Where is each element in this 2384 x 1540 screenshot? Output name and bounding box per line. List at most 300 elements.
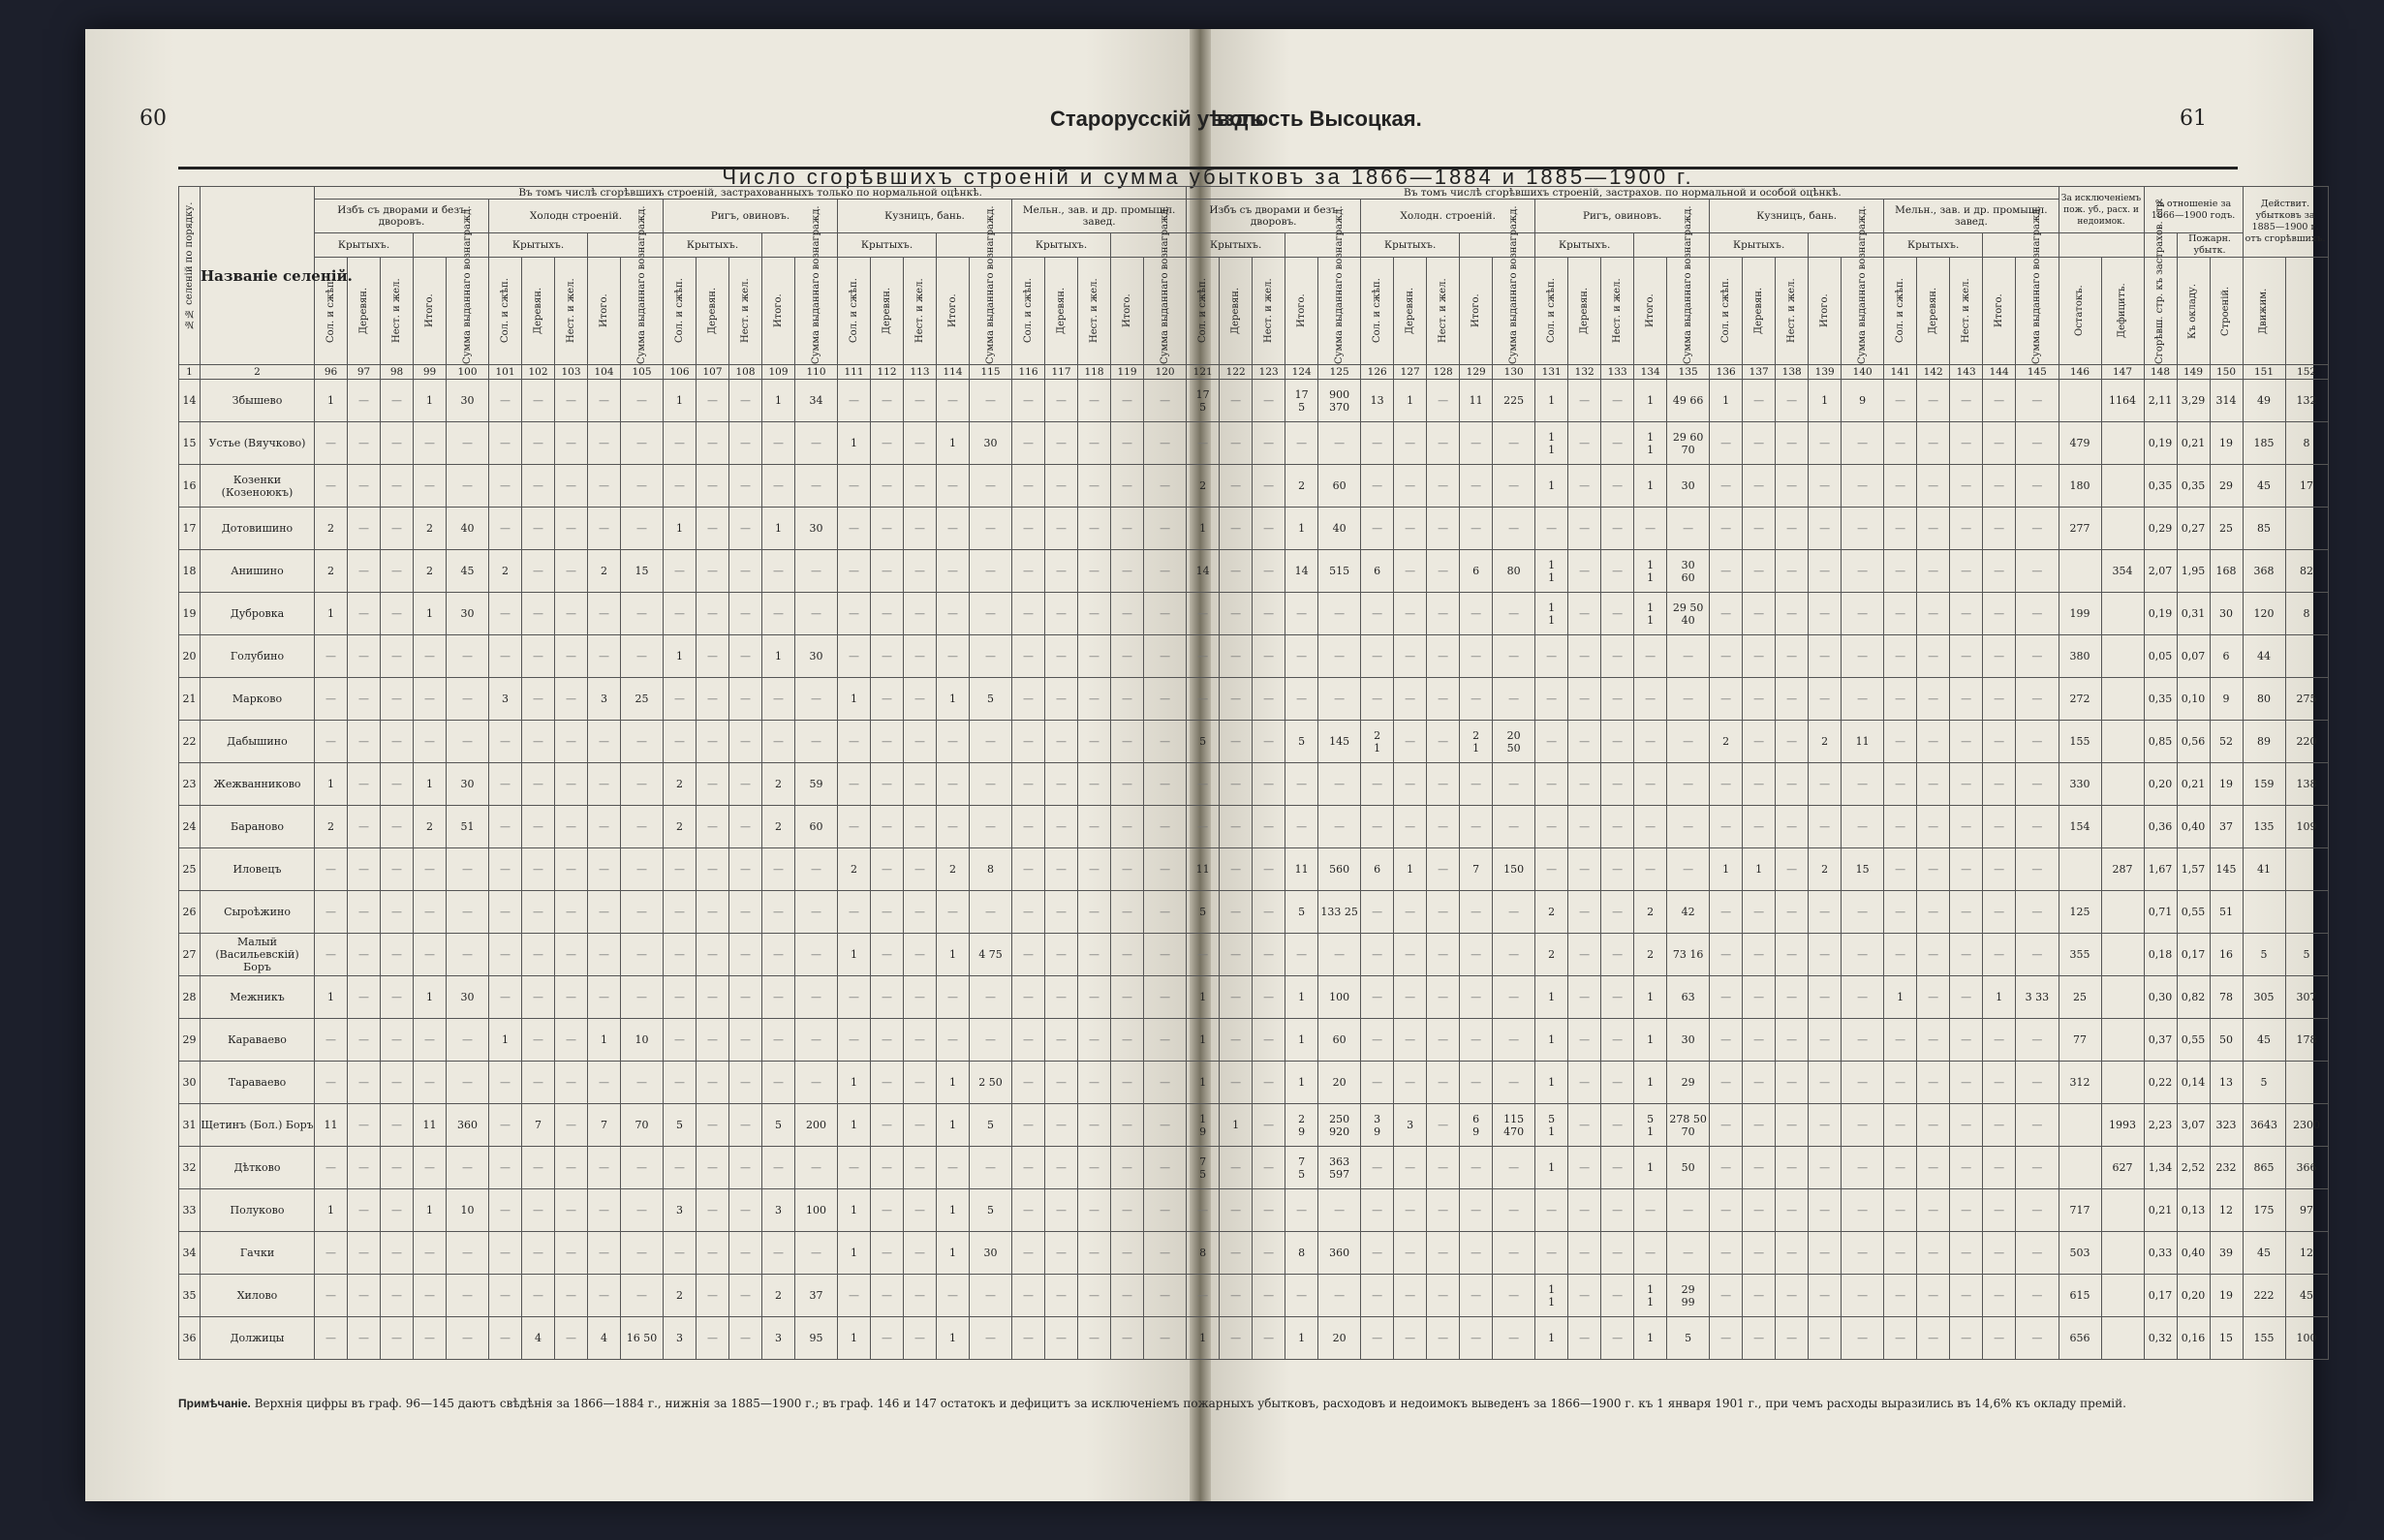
- column-number: 111: [838, 365, 871, 380]
- dash: —: [1230, 906, 1242, 918]
- data-cell: [1012, 1317, 1045, 1360]
- dash: —: [1895, 479, 1906, 492]
- cell-value: 1: [1548, 430, 1556, 444]
- dash: —: [1961, 1204, 1972, 1217]
- data-cell: [1743, 848, 1776, 891]
- dash: —: [947, 650, 958, 662]
- cell-value: 1: [676, 650, 683, 662]
- data-cell: [1144, 1104, 1187, 1147]
- cell-value: 1: [949, 1119, 956, 1131]
- data-cell: [2285, 1232, 2328, 1275]
- subheader-5: [1144, 205, 1187, 365]
- data-cell: [1078, 1062, 1111, 1104]
- data-cell: [2101, 380, 2144, 422]
- village-name: Жежванниково: [201, 763, 315, 806]
- dash: —: [500, 437, 511, 449]
- data-cell: [1187, 593, 1220, 635]
- data-cell: [2101, 1147, 2144, 1189]
- data-cell: [1144, 763, 1187, 806]
- dash: —: [1263, 607, 1275, 620]
- cell-value: 1: [426, 1204, 433, 1217]
- data-cell: [621, 508, 664, 550]
- data-cell: [1776, 593, 1809, 635]
- data-cell: [1809, 1019, 1842, 1062]
- cell-value: 9: [1374, 1124, 1381, 1138]
- data-cell: [1634, 763, 1667, 806]
- dash: —: [1645, 735, 1656, 748]
- data-cell: [697, 934, 729, 976]
- cell-value: 175: [2253, 1204, 2275, 1217]
- data-cell: [1460, 1189, 1493, 1232]
- data-cell: [1285, 1104, 1318, 1147]
- cell-value: 13: [2219, 1076, 2234, 1089]
- dash: —: [1786, 437, 1798, 449]
- data-cell: [1884, 508, 1917, 550]
- data-cell: [489, 1317, 522, 1360]
- data-cell: [414, 508, 447, 550]
- dash: —: [533, 1289, 543, 1302]
- dash: —: [599, 778, 609, 790]
- data-cell: [970, 848, 1012, 891]
- data-cell: [2210, 891, 2243, 934]
- dash: —: [1438, 1161, 1449, 1174]
- dash: —: [1089, 1204, 1099, 1217]
- data-cell: [1012, 1189, 1045, 1232]
- dash: —: [1994, 693, 2005, 705]
- data-cell: [1842, 1062, 1884, 1104]
- dash: —: [1994, 1076, 2005, 1089]
- data-cell: [315, 848, 348, 891]
- row-number: 30: [179, 1062, 201, 1104]
- dash: —: [1438, 820, 1449, 833]
- dash: —: [1471, 1033, 1482, 1046]
- data-cell: [1983, 934, 2016, 976]
- dash: —: [500, 991, 511, 1003]
- village-name: Дѣтково: [201, 1147, 315, 1189]
- village-name: Межникъ: [201, 976, 315, 1019]
- dash: —: [500, 1076, 511, 1089]
- dash: —: [1895, 650, 1906, 662]
- data-cell: [588, 422, 621, 465]
- data-cell: [1220, 976, 1253, 1019]
- data-cell: [1710, 678, 1743, 721]
- dash: —: [1160, 565, 1171, 577]
- extra-subheader-7: [2285, 258, 2328, 365]
- cell-value: 8: [2303, 437, 2310, 449]
- data-cell: [1285, 1317, 1318, 1360]
- data-cell: [588, 1232, 621, 1275]
- row-number: 24: [179, 806, 201, 848]
- dash: —: [1720, 1161, 1732, 1174]
- subheader-label: Нест. и жел.: [565, 278, 576, 344]
- data-cell: [1535, 380, 1568, 422]
- data-cell: [1394, 1147, 1427, 1189]
- data-cell: [1427, 635, 1460, 678]
- data-cell: [1493, 465, 1535, 508]
- row-number: 19: [179, 593, 201, 635]
- data-cell: [1187, 891, 1220, 934]
- data-cell: [1667, 1189, 1710, 1232]
- data-cell: [447, 1232, 489, 1275]
- dash: —: [914, 778, 925, 790]
- data-cell: [1917, 1189, 1950, 1232]
- data-cell: [1253, 380, 1285, 422]
- data-cell: [970, 1062, 1012, 1104]
- data-cell: [2016, 934, 2059, 976]
- cell-value: 7: [1298, 1155, 1306, 1168]
- dash: —: [462, 693, 473, 705]
- data-cell: [621, 1232, 664, 1275]
- dash: —: [1160, 1033, 1171, 1046]
- data-cell: [1983, 508, 2016, 550]
- dash: —: [533, 863, 543, 876]
- data-cell: [838, 1317, 871, 1360]
- data-cell: [2059, 593, 2101, 635]
- dash: —: [1579, 1204, 1591, 1217]
- data-cell: [1285, 1232, 1318, 1275]
- data-cell: [522, 678, 555, 721]
- data-cell: [1493, 848, 1535, 891]
- dash: —: [1263, 1033, 1275, 1046]
- dash: —: [1546, 778, 1558, 790]
- data-cell: [588, 593, 621, 635]
- dash: —: [500, 948, 511, 961]
- cell-value: 2: [775, 778, 782, 790]
- dash: —: [636, 863, 647, 876]
- data-cell: [1809, 380, 1842, 422]
- cell-value: 5: [1685, 1332, 1692, 1344]
- data-cell: [2144, 934, 2177, 976]
- data-cell: [762, 806, 795, 848]
- data-cell: [970, 635, 1012, 678]
- data-cell: [381, 593, 414, 635]
- subheader-2: [1220, 258, 1253, 365]
- dash: —: [1753, 1076, 1765, 1089]
- dash: —: [707, 778, 718, 790]
- data-cell: [970, 806, 1012, 848]
- data-cell: [1776, 806, 1809, 848]
- cell-value: 7: [1199, 1155, 1207, 1168]
- data-cell: [937, 508, 970, 550]
- cell-value: 2: [1374, 728, 1381, 742]
- data-cell: [555, 1019, 588, 1062]
- data-cell: [664, 593, 697, 635]
- data-cell: [697, 465, 729, 508]
- dash: —: [1928, 735, 1939, 748]
- excl-spacer: [2059, 233, 2144, 258]
- cell-value: 920: [1329, 1124, 1350, 1138]
- dash: —: [1405, 565, 1416, 577]
- covered-spacer: [1983, 233, 2059, 258]
- data-cell: [2101, 763, 2144, 806]
- data-cell: [1460, 891, 1493, 934]
- dash: —: [1056, 565, 1067, 577]
- data-cell: [621, 976, 664, 1019]
- data-cell: [381, 721, 414, 763]
- dash: —: [2031, 394, 2043, 407]
- data-cell: [621, 1019, 664, 1062]
- column-number: 116: [1012, 365, 1045, 380]
- covered-label: Крытыхъ.: [838, 233, 937, 258]
- cell-value: 155: [2069, 735, 2090, 748]
- dash: —: [391, 863, 402, 876]
- dash: —: [2031, 1161, 2043, 1174]
- dash: —: [1056, 1161, 1067, 1174]
- dash: —: [1961, 820, 1972, 833]
- column-number: 128: [1427, 365, 1460, 380]
- dash: —: [1857, 1033, 1869, 1046]
- data-cell: [1634, 1232, 1667, 1275]
- data-cell: [2243, 721, 2285, 763]
- data-cell: [1220, 550, 1253, 593]
- dash: —: [1089, 565, 1099, 577]
- cell-value: 2: [1548, 948, 1556, 961]
- data-cell: [555, 763, 588, 806]
- dash: —: [566, 948, 576, 961]
- dash: —: [1296, 1289, 1308, 1302]
- cell-value: 1: [1472, 741, 1480, 755]
- cell-value: 1: [1647, 430, 1655, 444]
- data-cell: [1710, 721, 1743, 763]
- dash: —: [391, 394, 402, 407]
- data-cell: [1535, 721, 1568, 763]
- dash: —: [1089, 1033, 1099, 1046]
- dash: —: [1508, 650, 1520, 662]
- dash: —: [1895, 1119, 1906, 1131]
- data-cell: [1144, 1232, 1187, 1275]
- data-cell: [1012, 593, 1045, 635]
- dash: —: [566, 650, 576, 662]
- data-cell: [1568, 380, 1601, 422]
- data-cell: [1568, 891, 1601, 934]
- cell-value: 4 75: [978, 948, 1003, 961]
- dash: —: [599, 479, 609, 492]
- data-cell: [1144, 422, 1187, 465]
- dash: —: [1438, 948, 1449, 961]
- data-cell: [729, 976, 762, 1019]
- dash: —: [1230, 1332, 1242, 1344]
- dash: —: [985, 394, 996, 407]
- subheader-label: Нест. и жел.: [390, 278, 402, 344]
- dash: —: [1023, 863, 1034, 876]
- dash: —: [914, 1033, 925, 1046]
- data-cell: [447, 1019, 489, 1062]
- column-number: 123: [1253, 365, 1285, 380]
- data-cell: [1187, 465, 1220, 508]
- cell-value: 1: [1647, 570, 1655, 584]
- data-cell: [1601, 976, 1634, 1019]
- data-cell: [447, 508, 489, 550]
- column-number: 131: [1535, 365, 1568, 380]
- data-cell: [2177, 593, 2210, 635]
- dash: —: [636, 1247, 647, 1259]
- data-cell: [1253, 806, 1285, 848]
- covered-label: Крытыхъ.: [489, 233, 588, 258]
- cell-value: 120: [2253, 607, 2275, 620]
- data-cell: [1535, 508, 1568, 550]
- dash: —: [391, 693, 402, 705]
- cell-value: 2: [426, 565, 433, 577]
- dash: —: [1546, 522, 1558, 535]
- dash: —: [674, 1033, 685, 1046]
- cell-value: 4: [535, 1332, 542, 1344]
- data-cell: [795, 1019, 838, 1062]
- dash: —: [1438, 522, 1449, 535]
- dash: —: [500, 1119, 511, 1131]
- data-cell: [1078, 1189, 1111, 1232]
- data-cell: [1568, 763, 1601, 806]
- dash: —: [882, 778, 892, 790]
- dash: —: [1334, 1204, 1346, 1217]
- cell-value: 9: [1859, 394, 1867, 407]
- column-number: 104: [588, 365, 621, 380]
- dash: —: [773, 1033, 784, 1046]
- data-cell: [1318, 678, 1361, 721]
- subheader-4: [1111, 258, 1144, 365]
- data-cell: [489, 848, 522, 891]
- data-cell: [1884, 1275, 1917, 1317]
- dash: —: [1786, 991, 1798, 1003]
- data-cell: [315, 721, 348, 763]
- cell-value: 1: [1199, 522, 1207, 535]
- cell-value: 30: [460, 778, 475, 790]
- cell-value: 30: [1681, 479, 1695, 492]
- data-cell: [1318, 1232, 1361, 1275]
- dash: —: [1056, 1119, 1067, 1131]
- dash: —: [1372, 778, 1383, 790]
- cell-value: 15: [2219, 1332, 2234, 1344]
- data-cell: [970, 721, 1012, 763]
- data-cell: [1318, 1104, 1361, 1147]
- dash: —: [1928, 1289, 1939, 1302]
- data-cell: [447, 550, 489, 593]
- data-cell: [315, 1104, 348, 1147]
- dash: —: [599, 1289, 609, 1302]
- data-cell: [315, 1189, 348, 1232]
- data-cell: [414, 550, 447, 593]
- data-cell: [729, 678, 762, 721]
- data-cell: [2285, 976, 2328, 1019]
- dash: —: [1089, 778, 1099, 790]
- dash: —: [1230, 1033, 1242, 1046]
- subheader-1: [1187, 258, 1220, 365]
- dash: —: [914, 1204, 925, 1217]
- cell-value: 2,07: [2148, 565, 2173, 577]
- dash: —: [1122, 906, 1132, 918]
- dash: —: [599, 948, 609, 961]
- data-cell: [348, 1147, 381, 1189]
- data-cell: [381, 976, 414, 1019]
- cell-value: 3,29: [2181, 394, 2206, 407]
- data-cell: [871, 721, 904, 763]
- cell-value: 145: [1329, 735, 1350, 748]
- table-row: [179, 1189, 2329, 1232]
- dash: —: [1230, 863, 1242, 876]
- dash: —: [1612, 1247, 1624, 1259]
- dash: —: [2031, 607, 2043, 620]
- dash: —: [1508, 1161, 1520, 1174]
- dash: —: [1263, 948, 1275, 961]
- table-row: [179, 721, 2329, 763]
- dash: —: [358, 948, 369, 961]
- cell-value: 5: [2260, 1076, 2268, 1089]
- dash: —: [424, 437, 435, 449]
- dash: —: [707, 735, 718, 748]
- dash: —: [391, 1161, 402, 1174]
- data-cell: [1950, 891, 1983, 934]
- data-cell: [2144, 891, 2177, 934]
- data-cell: [1667, 380, 1710, 422]
- data-cell: [1950, 1317, 1983, 1360]
- dash: —: [358, 479, 369, 492]
- table-row: [179, 550, 2329, 593]
- data-cell: [555, 1232, 588, 1275]
- dash: —: [1438, 991, 1449, 1003]
- data-cell: [1078, 848, 1111, 891]
- data-cell: [1710, 976, 1743, 1019]
- dash: —: [1994, 863, 2005, 876]
- data-cell: [2016, 848, 2059, 891]
- subheader-label: Деревян.: [1404, 287, 1415, 335]
- dash: —: [1056, 820, 1067, 833]
- data-cell: [2144, 508, 2177, 550]
- data-cell: [1667, 465, 1710, 508]
- data-cell: [1601, 1275, 1634, 1317]
- data-cell: [621, 763, 664, 806]
- dash: —: [1720, 437, 1732, 449]
- subheader-label: Сол. и сжѣп.: [673, 278, 685, 344]
- data-cell: [348, 380, 381, 422]
- dash: —: [500, 906, 511, 918]
- dash: —: [1857, 948, 1869, 961]
- subheader-label: Итого.: [1470, 293, 1481, 328]
- data-cell: [871, 1189, 904, 1232]
- dash: —: [1334, 948, 1346, 961]
- data-cell: [1361, 976, 1394, 1019]
- data-cell: [2016, 593, 2059, 635]
- data-cell: [1012, 806, 1045, 848]
- dash: —: [1405, 991, 1416, 1003]
- dash: —: [1508, 778, 1520, 790]
- data-cell: [1667, 976, 1710, 1019]
- dash: —: [1683, 735, 1694, 748]
- table-row: [179, 976, 2329, 1019]
- dash: —: [1579, 948, 1591, 961]
- dash: —: [500, 778, 511, 790]
- dash: —: [1928, 1204, 1939, 1217]
- dash: —: [1579, 735, 1591, 748]
- data-cell: [871, 422, 904, 465]
- dash: —: [1819, 1289, 1831, 1302]
- data-cell: [729, 1317, 762, 1360]
- data-cell: [1710, 380, 1743, 422]
- data-cell: [795, 976, 838, 1019]
- dash: —: [2031, 1033, 2043, 1046]
- data-cell: [1361, 593, 1394, 635]
- cell-value: 2: [1647, 948, 1655, 961]
- data-cell: [871, 678, 904, 721]
- data-cell: [489, 508, 522, 550]
- dash: —: [1405, 1033, 1416, 1046]
- data-cell: [1535, 1104, 1568, 1147]
- data-cell: [1493, 934, 1535, 976]
- data-cell: [1743, 763, 1776, 806]
- cell-value: 0,19: [2148, 607, 2173, 620]
- dash: —: [1296, 948, 1308, 961]
- data-cell: [795, 891, 838, 934]
- data-cell: [2101, 635, 2144, 678]
- book-spread: [85, 29, 2326, 1501]
